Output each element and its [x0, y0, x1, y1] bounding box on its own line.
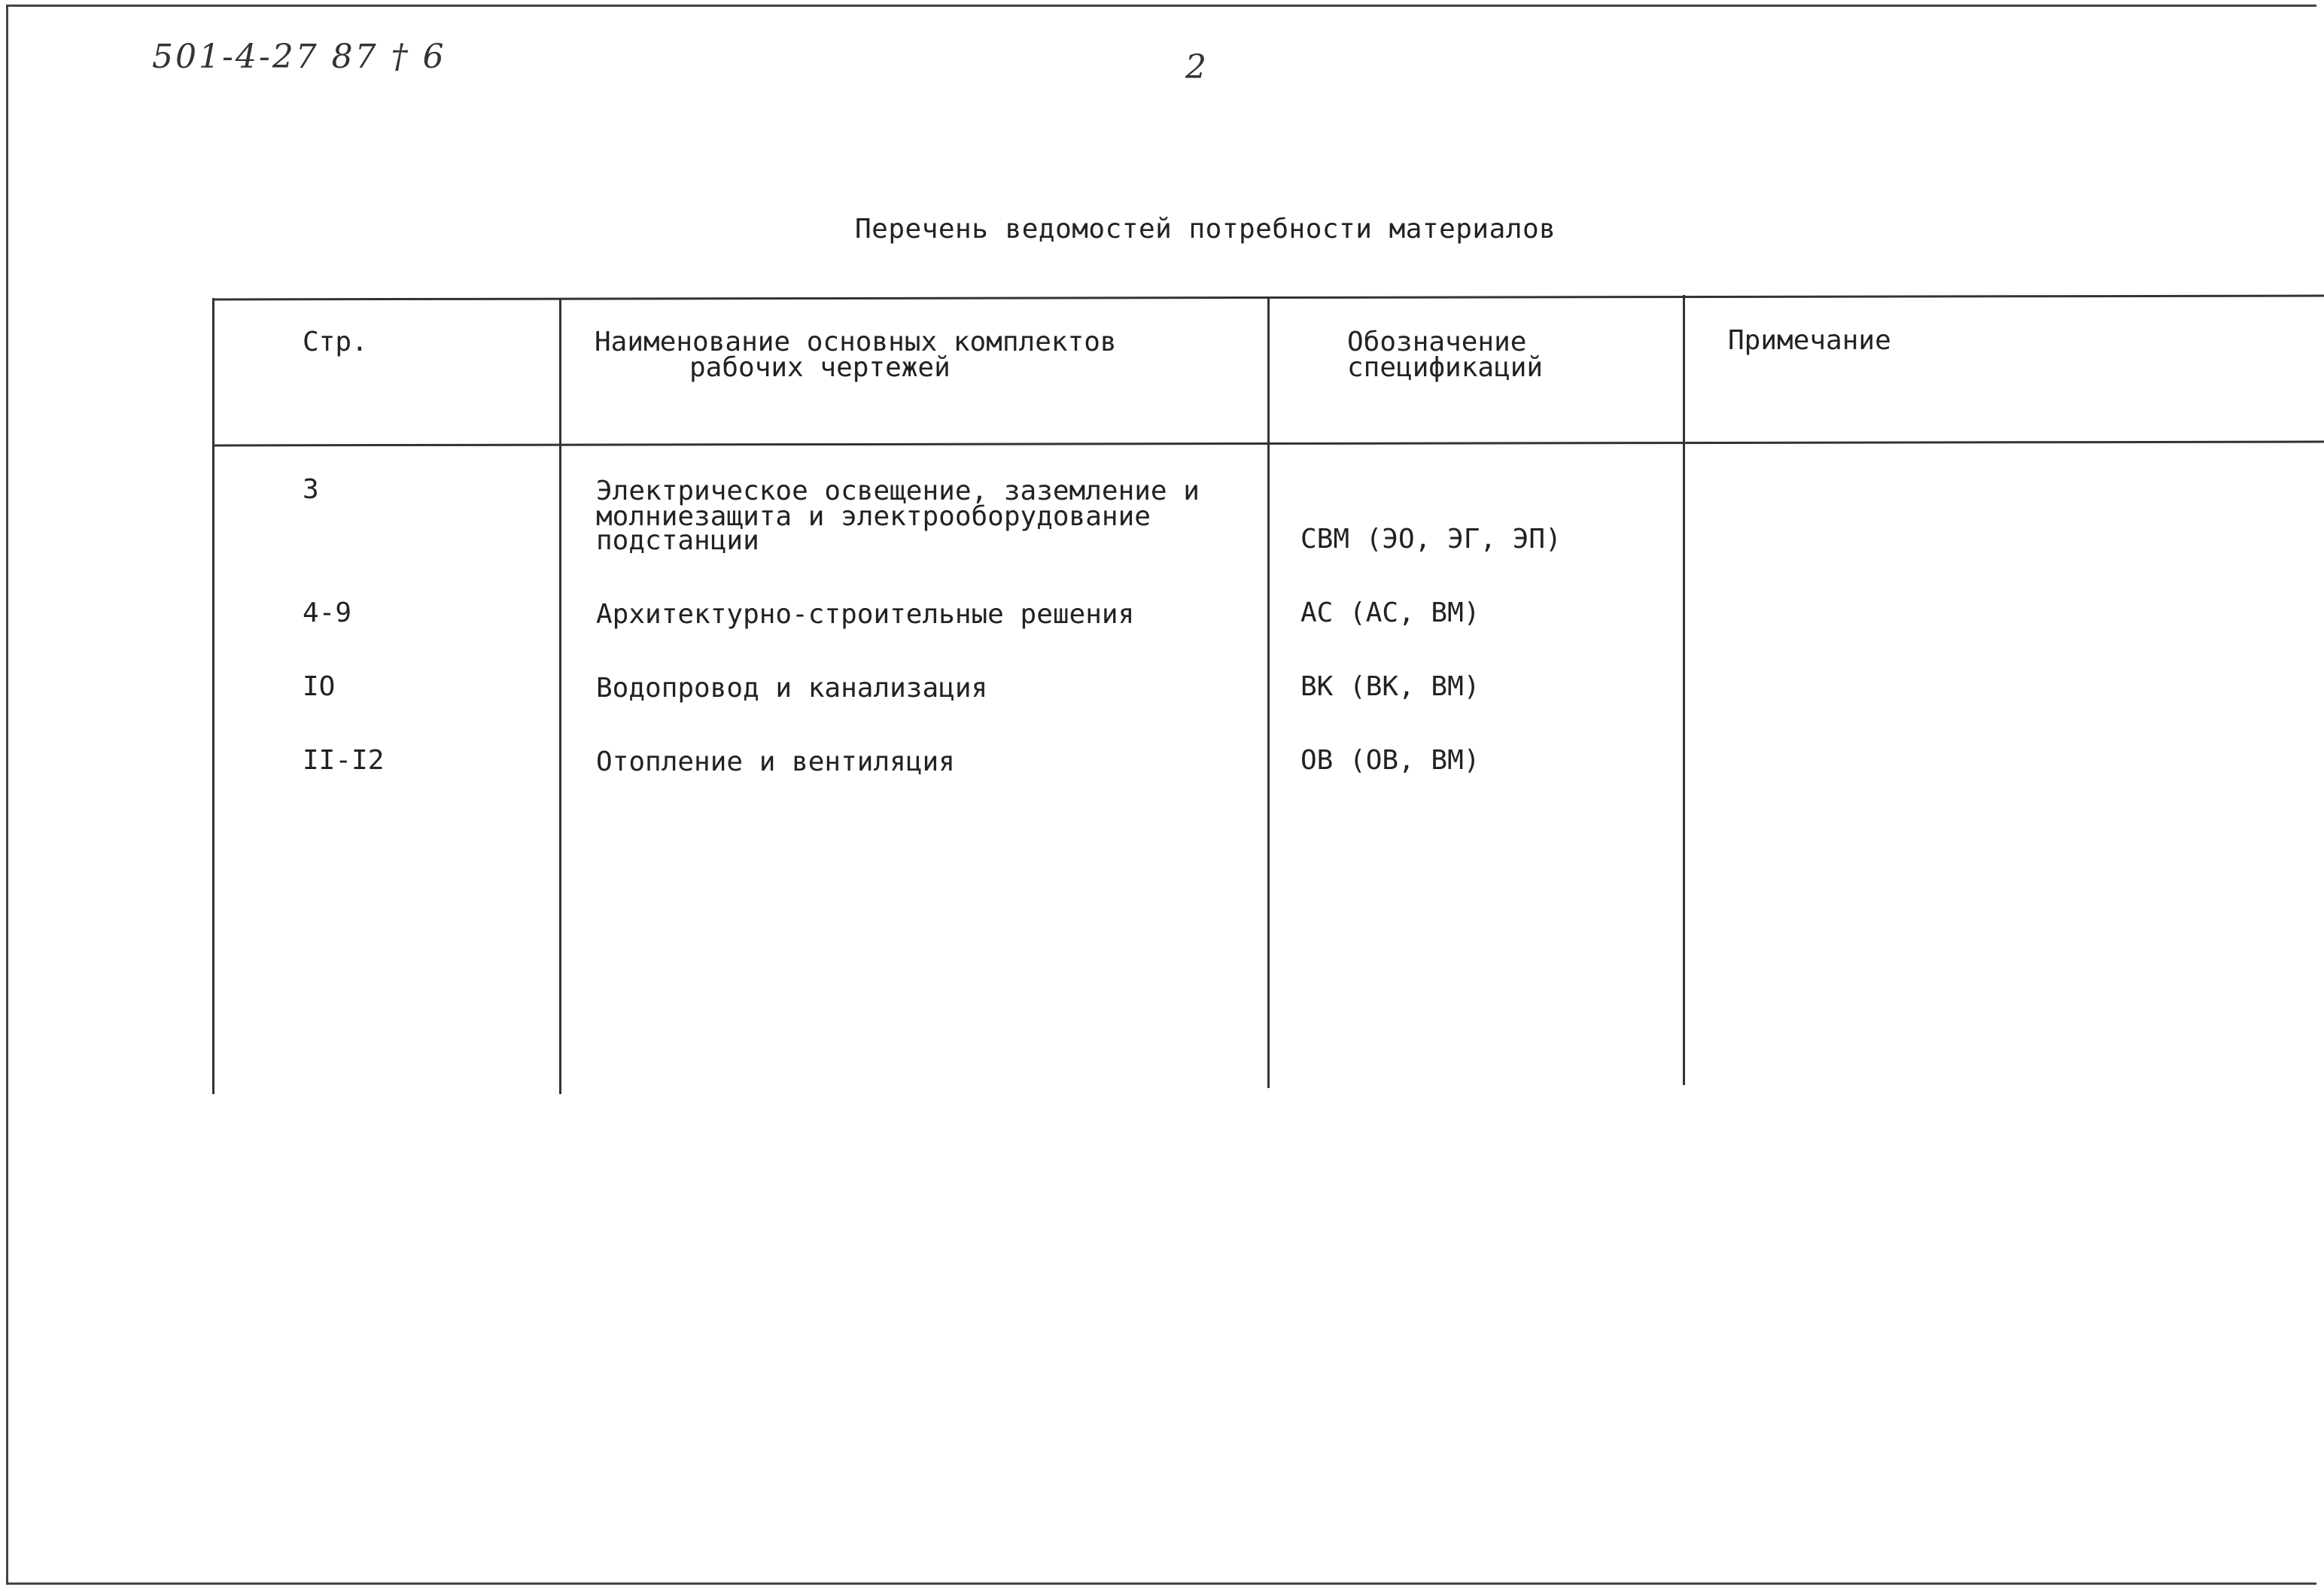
row-spec: ОВ (ОВ, ВМ): [1300, 745, 1480, 776]
row-name: Отопление и вентиляция: [596, 746, 955, 777]
header-page: Стр.: [303, 327, 368, 357]
header-note: Примечание: [1728, 325, 1891, 356]
document-code: 501-4-27 87 † 6: [152, 38, 446, 76]
row-name-line3: подстанции: [596, 525, 759, 556]
row-page: IO: [303, 671, 336, 702]
row-page: 4-9: [303, 597, 352, 628]
header-spec-line1: Обозначение: [1347, 327, 1527, 357]
row-page: II-I2: [303, 745, 385, 776]
header-spec-line2: спецификаций: [1347, 352, 1544, 383]
column-divider-2: [1267, 296, 1270, 1088]
row-spec: СВМ (ЭО, ЭГ, ЭП): [1300, 524, 1562, 555]
document-title: Перечень ведомостей потребности материалов: [855, 214, 1556, 245]
column-divider-3: [1683, 295, 1685, 1085]
row-name: Архитектурно-строительные решения: [596, 599, 1135, 630]
row-name-line2: молниезащита и электрооборудование: [596, 501, 1151, 532]
header-name-line2: рабочих чертежей: [689, 352, 951, 383]
table-left-line: [212, 298, 214, 1094]
row-page: 3: [303, 474, 319, 505]
row-spec: АС (АС, ВМ): [1300, 597, 1480, 628]
row-spec: ВК (ВК, ВМ): [1300, 671, 1480, 702]
row-name: Водопровод и канализация: [596, 673, 988, 704]
column-divider-1: [559, 298, 561, 1094]
page-number: 2: [1185, 48, 1206, 87]
row-name-line1: Электрическое освещение, заземление и: [596, 476, 1200, 506]
header-name-line1: Наименование основных комплектов: [595, 327, 1117, 357]
